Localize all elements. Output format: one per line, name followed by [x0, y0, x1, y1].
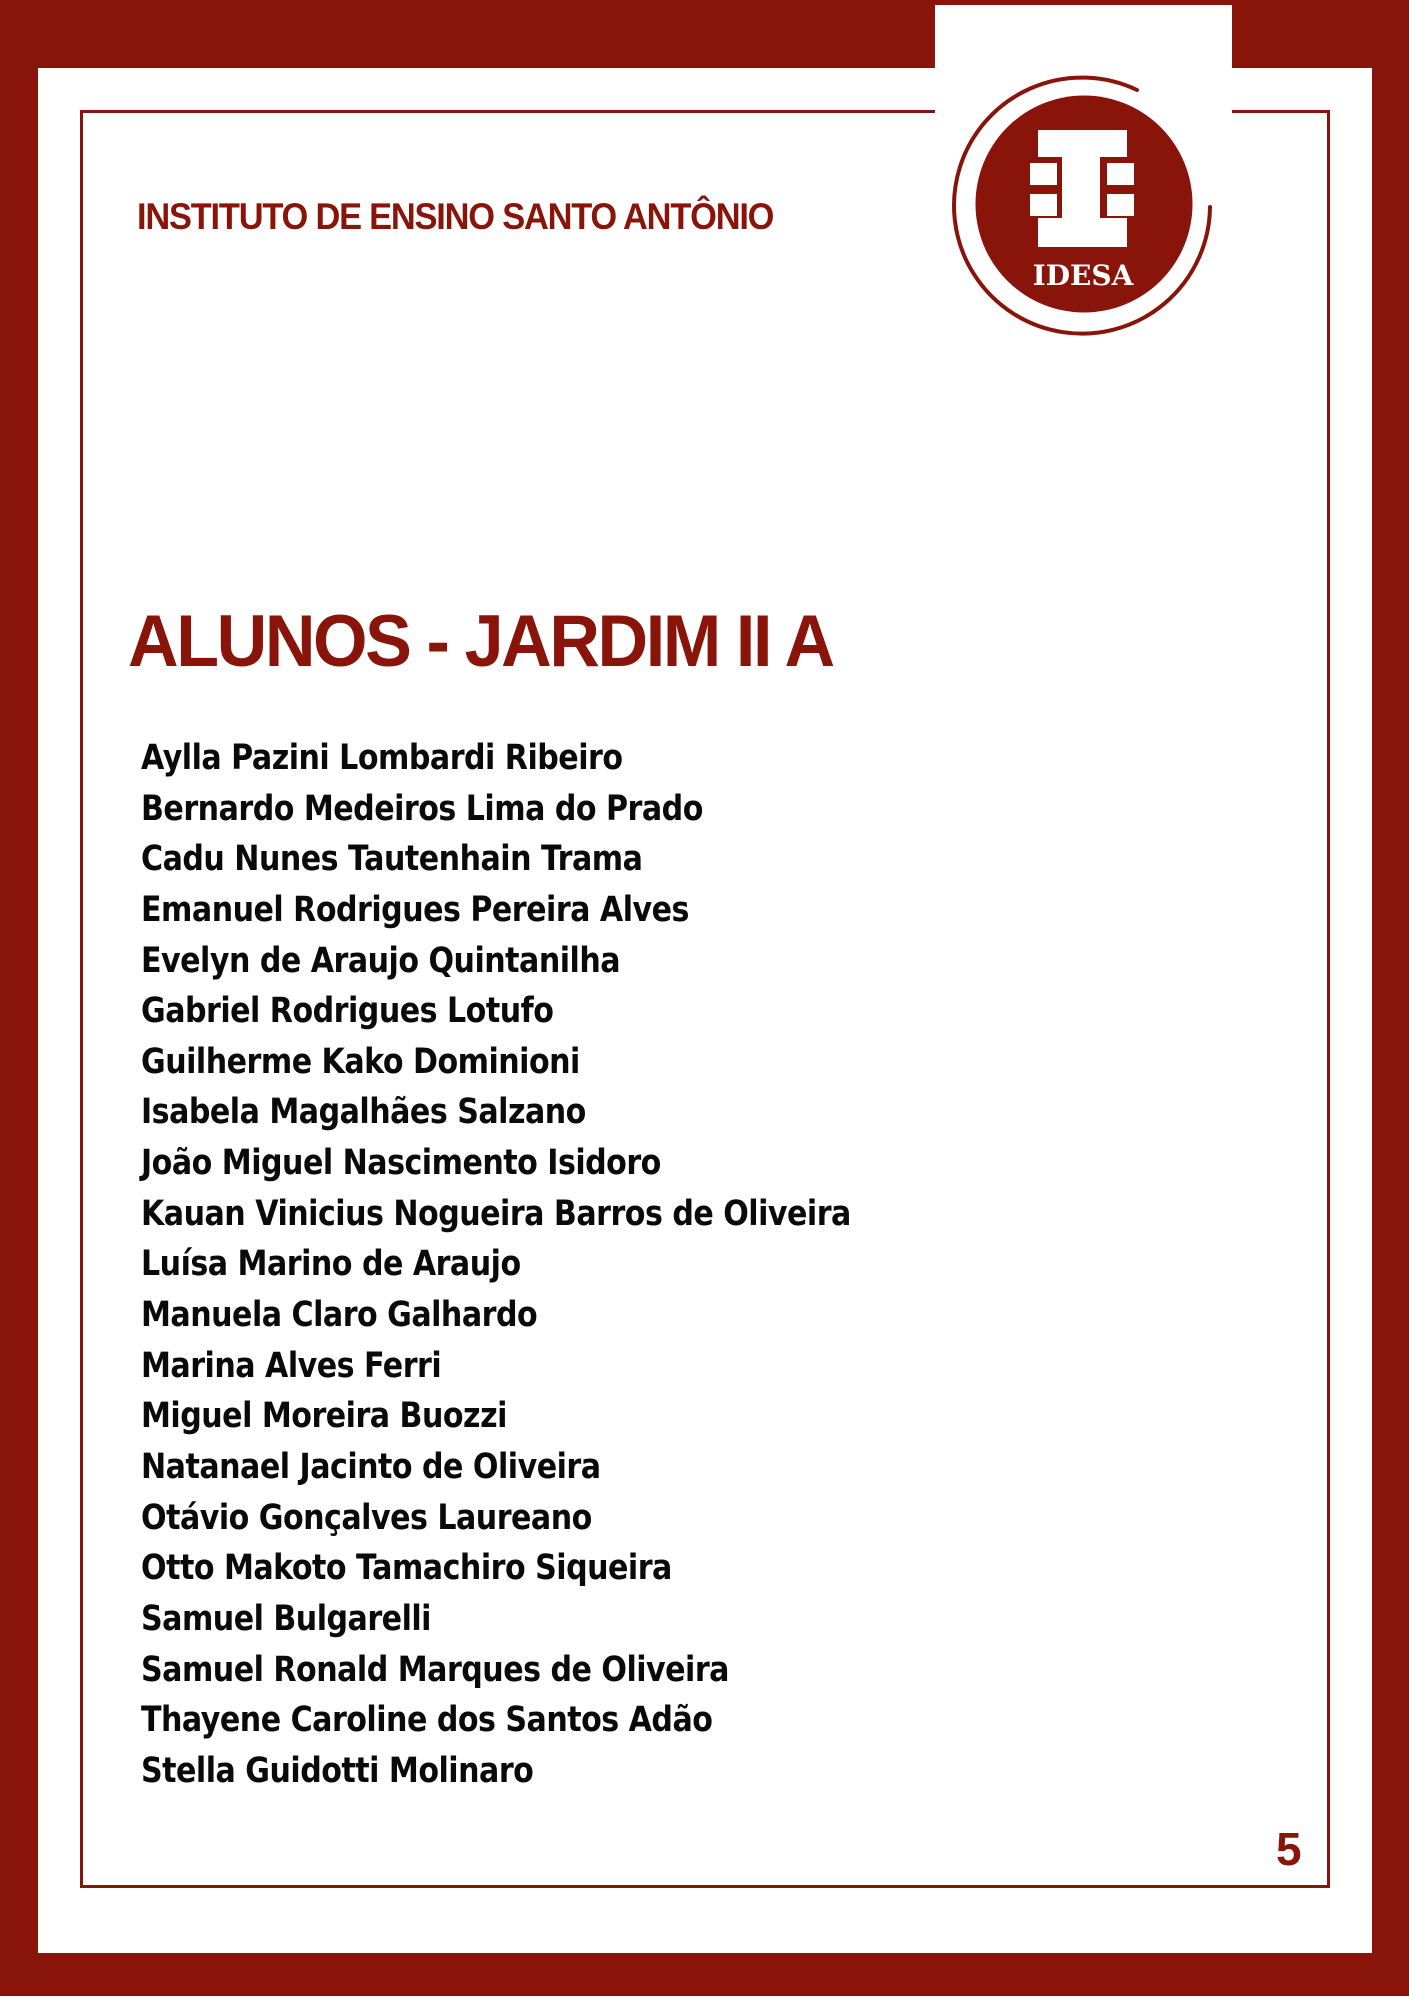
- list-item: Emanuel Rodrigues Pereira Alves: [141, 889, 689, 930]
- list-item: Gabriel Rodrigues Lotufo: [141, 991, 554, 1032]
- institute-name: INSTITUTO DE ENSINO SANTO ANTÔNIO: [137, 196, 774, 237]
- list-item: Manuela Claro Galhardo: [141, 1295, 538, 1336]
- list-item: Kauan Vinicius Nogueira Barros de Oliveira: [141, 1193, 851, 1234]
- list-item: Evelyn de Araujo Quintanilha: [141, 940, 621, 981]
- list-item: Thayene Caroline dos Santos Adão: [141, 1700, 713, 1741]
- list-item: Miguel Moreira Buozzi: [141, 1396, 507, 1437]
- list-item: Isabela Magalhães Salzano: [141, 1092, 586, 1133]
- idesa-logo-icon: [946, 68, 1222, 344]
- page-title: ALUNOS - JARDIM II A: [128, 601, 833, 682]
- logo-text: IDESA: [1032, 259, 1134, 292]
- list-item: Otto Makoto Tamachiro Siqueira: [141, 1548, 672, 1589]
- list-item: Guilherme Kako Dominioni: [141, 1041, 580, 1082]
- list-item: Natanael Jacinto de Oliveira: [141, 1446, 601, 1487]
- bottom-edge: [0, 1996, 1409, 2000]
- list-item: João Miguel Nascimento Isidoro: [141, 1143, 661, 1184]
- page-number: 5: [1276, 1823, 1302, 1875]
- student-list: [141, 733, 966, 1796]
- list-item: Samuel Ronald Marques de Oliveira: [141, 1649, 729, 1690]
- list-item: Bernardo Medeiros Lima do Prado: [141, 788, 703, 829]
- list-item: Stella Guidotti Molinaro: [141, 1750, 534, 1791]
- list-item: Otávio Gonçalves Laureano: [141, 1497, 592, 1538]
- list-item: Marina Alves Ferri: [141, 1345, 442, 1386]
- list-item: Samuel Bulgarelli: [141, 1598, 431, 1639]
- list-item: Luísa Marino de Araujo: [141, 1244, 521, 1285]
- list-item: Aylla Pazini Lombardi Ribeiro: [141, 738, 623, 778]
- logo-tab: [935, 5, 1232, 75]
- list-item: Cadu Nunes Tautenhain Trama: [141, 839, 643, 880]
